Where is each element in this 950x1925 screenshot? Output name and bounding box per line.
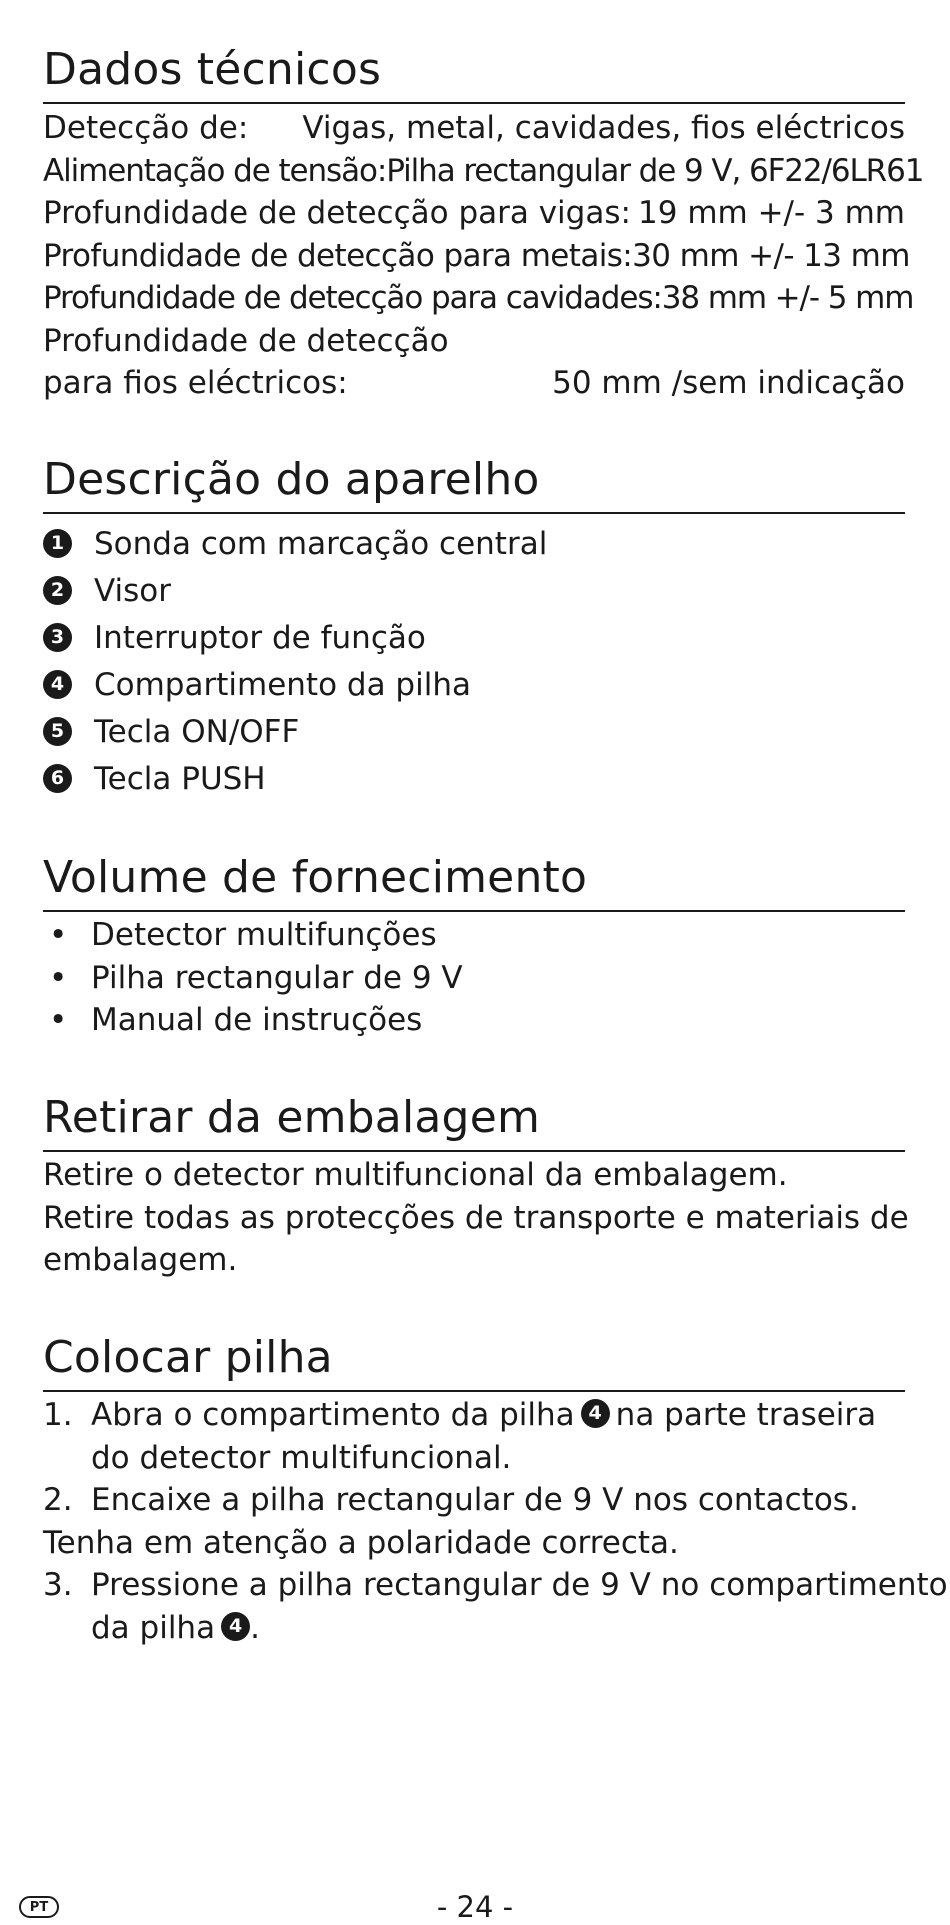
spec-value: Pilha rectangular de 9 V, 6F22/6LR61 [386, 152, 924, 189]
step-indent [43, 1607, 91, 1650]
section-title-technical-data: Dados técnicos [43, 42, 905, 104]
step-text [91, 1607, 260, 1650]
step-text-part: Abra o compartimento da pilha [91, 1397, 575, 1433]
bullet-icon: • [49, 1002, 68, 1038]
number-badge-icon: 2 [43, 576, 72, 605]
spec-value: 50 mm /sem indicação [552, 365, 905, 401]
section-title-device-description: Descrição do aparelho [43, 452, 905, 514]
step-2 [43, 1479, 905, 1522]
device-part-label: Interruptor de função [94, 619, 426, 656]
spec-value: 30 mm +/- 13 mm [632, 237, 910, 274]
spec-label: Profundidade de detecção para metais: [43, 237, 633, 274]
device-part-label: Tecla ON/OFF [94, 713, 300, 750]
step-3-continuation [43, 1607, 905, 1650]
section-insert-battery [43, 1330, 948, 1649]
spec-row-depth-beams [43, 192, 905, 235]
device-part-label: Visor [94, 572, 172, 609]
spec-row-depth-wires [43, 362, 905, 405]
section-supply-scope [43, 850, 905, 1042]
step-text: do detector multifuncional. [91, 1439, 512, 1476]
page-number: - 24 - [436, 1890, 514, 1924]
spec-value: 38 mm +/- 5 mm [661, 280, 914, 316]
device-part-item [43, 614, 905, 661]
step-indent [43, 1437, 91, 1480]
section-device-description [43, 452, 905, 802]
step-1-continuation [43, 1437, 905, 1480]
number-badge-icon: 4 [581, 1399, 610, 1428]
spec-row-detection [43, 107, 905, 150]
spec-label: Detecção de: [43, 110, 249, 146]
section-technical-data [43, 42, 924, 405]
number-badge-icon: 1 [43, 529, 72, 558]
spec-row-power [43, 150, 924, 193]
step-text: Pressione a pilha rectangular de 9 V no compartimento [91, 1567, 948, 1603]
number-badge-icon: 4 [221, 1612, 250, 1641]
page-footer [0, 1890, 950, 1925]
spec-label: Alimentação de tensão: [43, 152, 387, 189]
paragraph-line: embalagem. [43, 1242, 238, 1278]
spec-value: Vigas, metal, cavidades, fios eléctricos [302, 110, 905, 146]
section-title-unpacking: Retirar da embalagem [43, 1090, 905, 1152]
number-badge-icon: 3 [43, 623, 72, 652]
device-part-item [43, 661, 905, 708]
list-item-label: Manual de instruções [91, 1002, 423, 1038]
number-badge-icon: 4 [43, 670, 72, 699]
bullet-icon: • [49, 959, 68, 996]
step-number: 1. [43, 1397, 73, 1433]
list-item-label: Detector multifunções [91, 917, 437, 953]
step-text-part: da pilha [91, 1609, 216, 1646]
spec-row-depth-cavities [43, 277, 914, 320]
paragraph-line: Retire todas as protecções de transporte e materiais de [43, 1199, 909, 1236]
step-3 [43, 1564, 948, 1607]
spec-value: 19 mm +/- 3 mm [638, 195, 905, 231]
spec-label: Profundidade de detecção [43, 322, 449, 359]
spec-label: Profundidade de detecção para cavidades: [43, 280, 662, 316]
spec-row-depth-metals [43, 235, 910, 278]
spec-label: para fios eléctricos: [43, 365, 348, 401]
section-title-insert-battery: Colocar pilha [43, 1330, 905, 1392]
step-text-part: . [250, 1609, 260, 1646]
step-note: Tenha em atenção a polaridade correcta. [43, 1524, 679, 1561]
step-number: 3. [43, 1567, 73, 1603]
device-part-item [43, 755, 905, 802]
device-part-label: Sonda com marcação central [94, 525, 548, 562]
section-unpacking [43, 1090, 909, 1282]
bullet-icon: • [49, 917, 68, 953]
list-item [43, 914, 905, 957]
step-1 [43, 1394, 905, 1437]
step-number: 2. [43, 1482, 73, 1518]
device-part-label: Compartimento da pilha [94, 666, 471, 703]
step-text: Encaixe a pilha rectangular de 9 V nos contactos. [91, 1482, 859, 1518]
step-text-part: na parte traseira [615, 1397, 877, 1433]
device-part-item [43, 708, 905, 755]
paragraph-line: Retire o detector multifuncional da embalagem. [43, 1157, 788, 1193]
device-part-label: Tecla PUSH [94, 760, 266, 797]
device-part-item [43, 567, 905, 614]
device-part-item [43, 520, 905, 567]
spec-label: Profundidade de detecção para vigas: [43, 195, 631, 231]
list-item [43, 957, 905, 1000]
list-item [43, 999, 905, 1042]
list-item-label: Pilha rectangular de 9 V [91, 959, 463, 996]
number-badge-icon: 5 [43, 717, 72, 746]
step-text [91, 1394, 876, 1437]
section-title-supply-scope: Volume de fornecimento [43, 850, 905, 912]
number-badge-icon: 6 [43, 764, 72, 793]
language-badge-icon: PT [19, 1896, 59, 1918]
spec-row-depth-wires-label [43, 320, 905, 363]
